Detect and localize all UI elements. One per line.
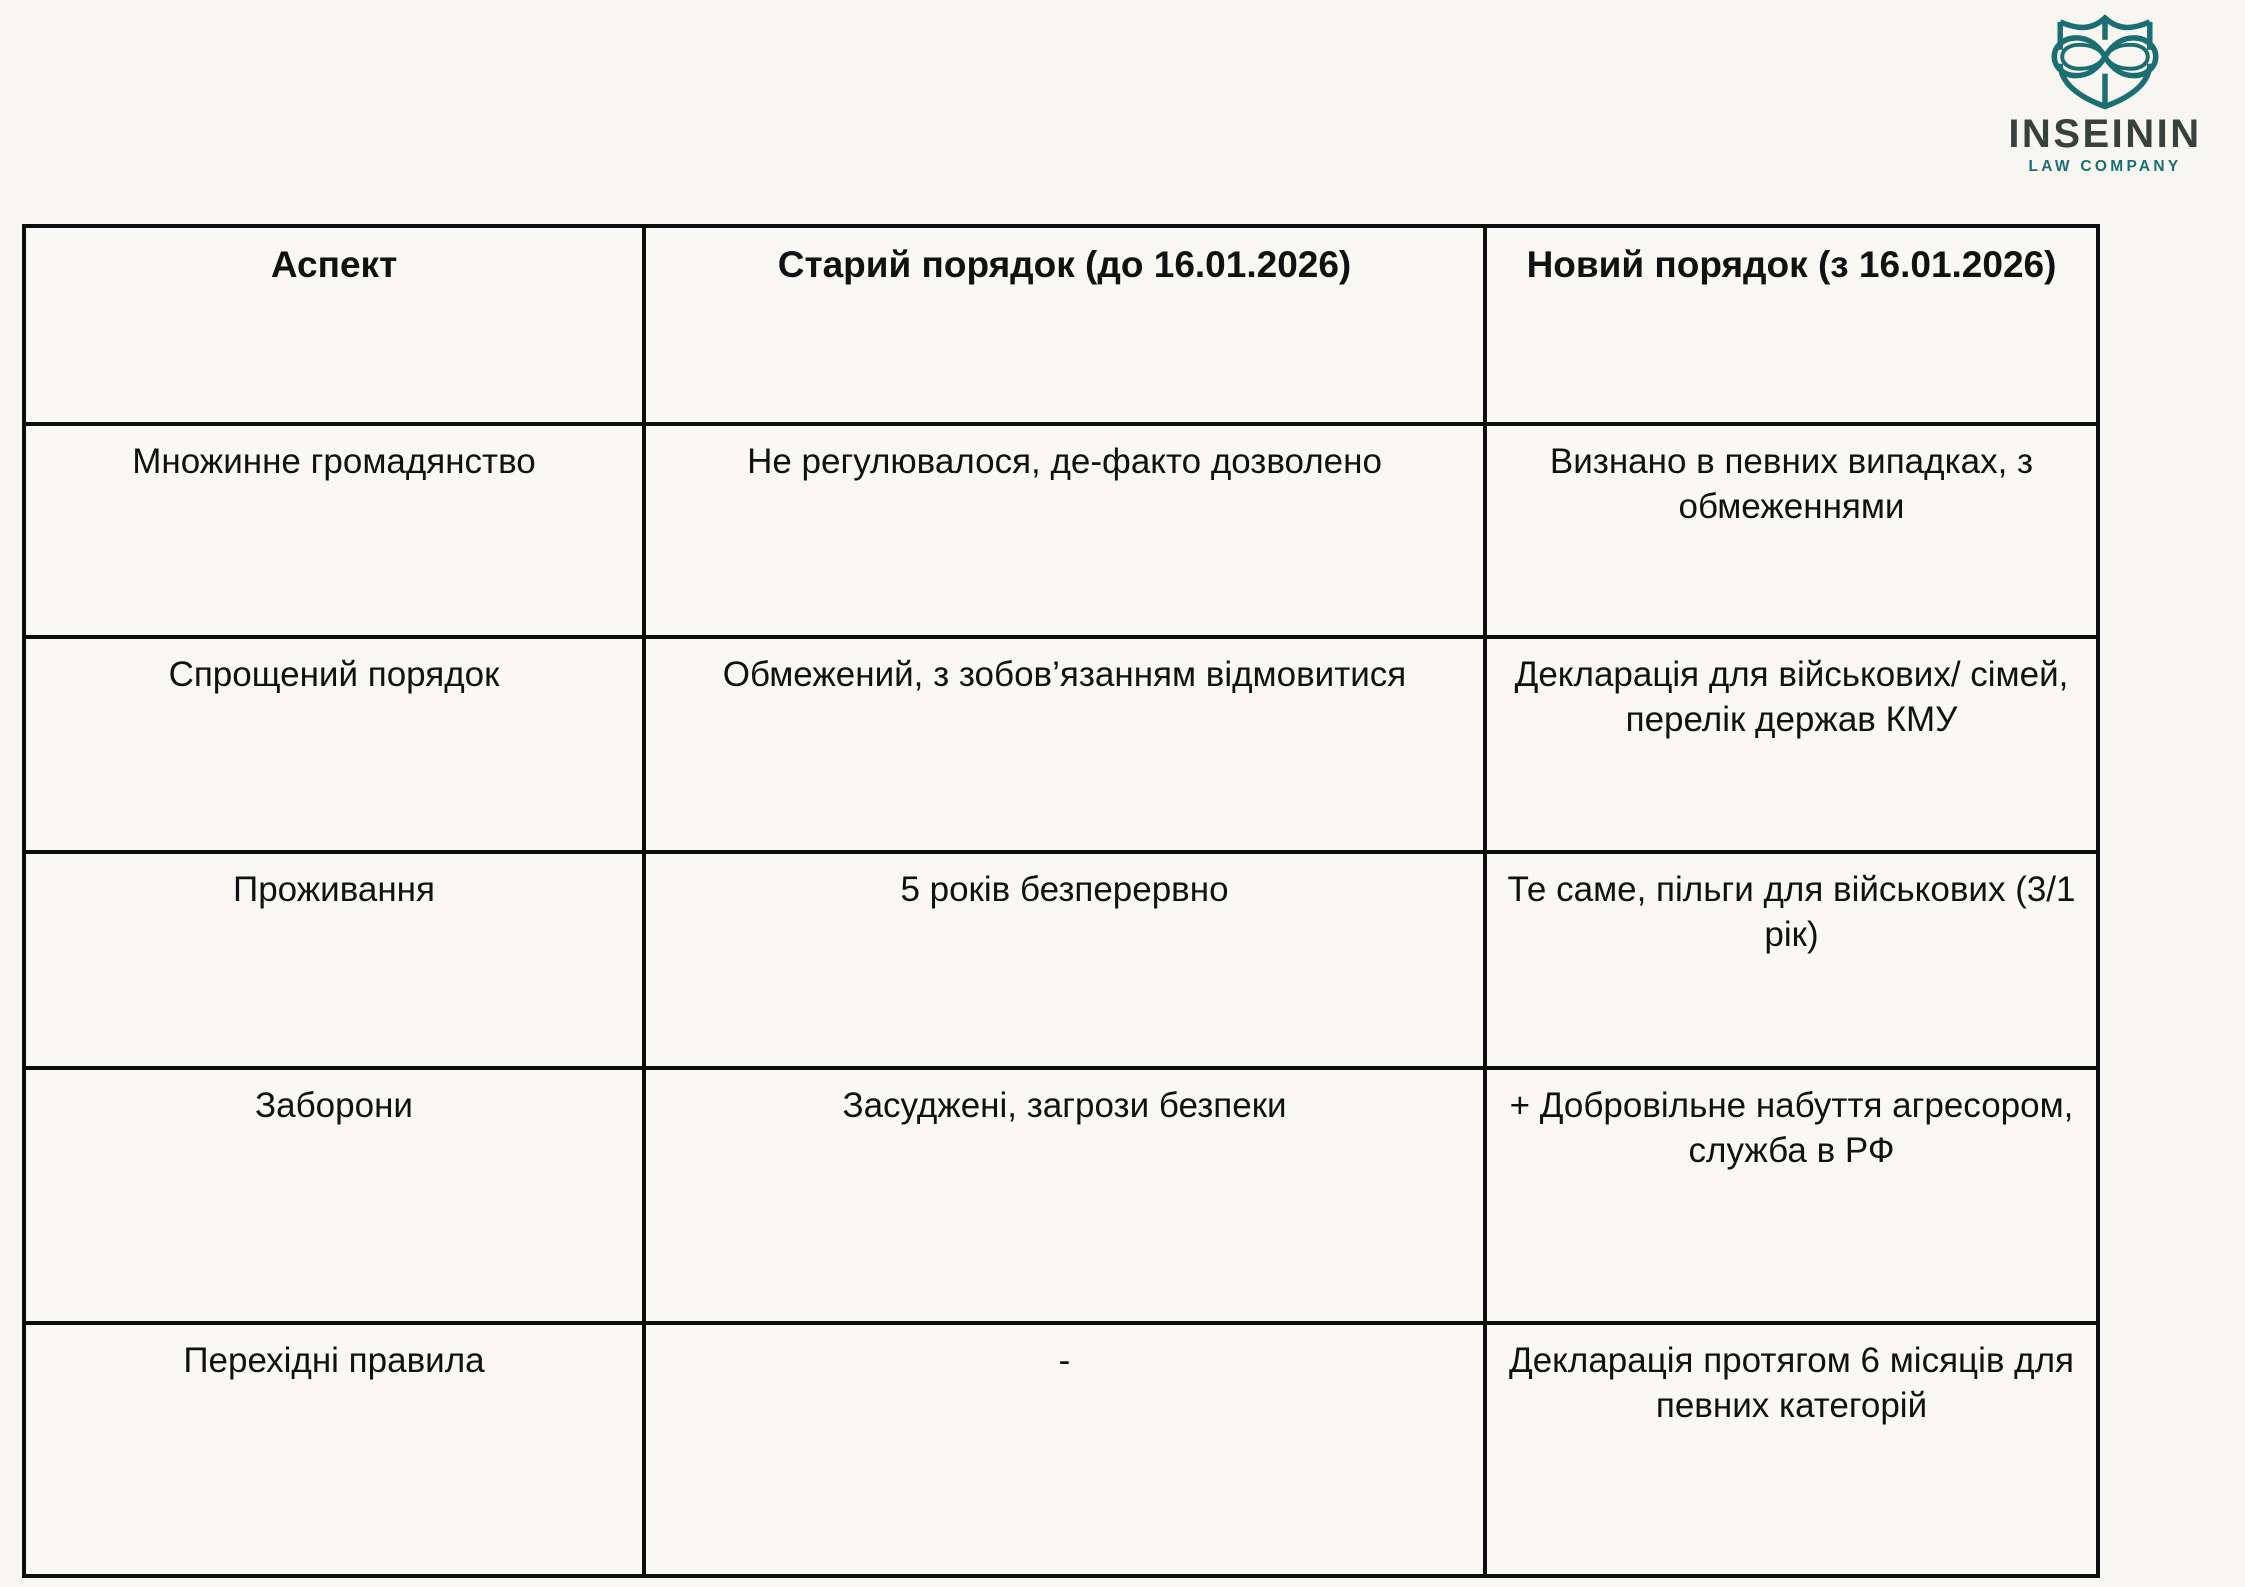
- cell-new-order: Декларація для військових/ сімей, перелік держав КМУ: [1485, 637, 2098, 852]
- cell-aspect: Проживання: [24, 852, 644, 1068]
- cell-new-order: Те саме, пільги для військових (3/1 рік): [1485, 852, 2098, 1068]
- cell-old-order: Обмежений, з зобов’язанням відмовитися: [644, 637, 1485, 852]
- brand-tagline: LAW COMPANY: [2028, 157, 2182, 175]
- table-row: [24, 852, 2098, 1068]
- table-row: [24, 424, 2098, 637]
- table-header-row: [24, 226, 2098, 424]
- table-row: [24, 637, 2098, 852]
- brand-logo: [1971, 6, 2239, 174]
- cell-new-order: + Добровільне набуття агресором, служба в РФ: [1485, 1068, 2098, 1323]
- column-header-old-order: Старий порядок (до 16.01.2026): [644, 226, 1485, 424]
- brand-wordmark: INSEININ: [2008, 111, 2202, 156]
- column-header-aspect: Аспект: [24, 226, 644, 424]
- cell-old-order: 5 років безперервно: [644, 852, 1485, 1068]
- cell-new-order: Декларація протягом 6 місяців для певних категорій: [1485, 1323, 2098, 1576]
- shield-infinity-icon: [2030, 6, 2180, 110]
- cell-old-order: -: [644, 1323, 1485, 1576]
- column-header-new-order: Новий порядок (з 16.01.2026): [1485, 226, 2098, 424]
- cell-aspect: Заборони: [24, 1068, 644, 1323]
- table-row: [24, 1068, 2098, 1323]
- cell-aspect: Множинне громадянство: [24, 424, 644, 637]
- cell-new-order: Визнано в певних випадках, з обмеженнями: [1485, 424, 2098, 637]
- cell-old-order: Засуджені, загрози безпеки: [644, 1068, 1485, 1323]
- comparison-table: [22, 224, 2100, 1578]
- table-row: [24, 1323, 2098, 1576]
- cell-aspect: Спрощений порядок: [24, 637, 644, 852]
- cell-old-order: Не регулювалося, де-факто дозволено: [644, 424, 1485, 637]
- cell-aspect: Перехідні правила: [24, 1323, 644, 1576]
